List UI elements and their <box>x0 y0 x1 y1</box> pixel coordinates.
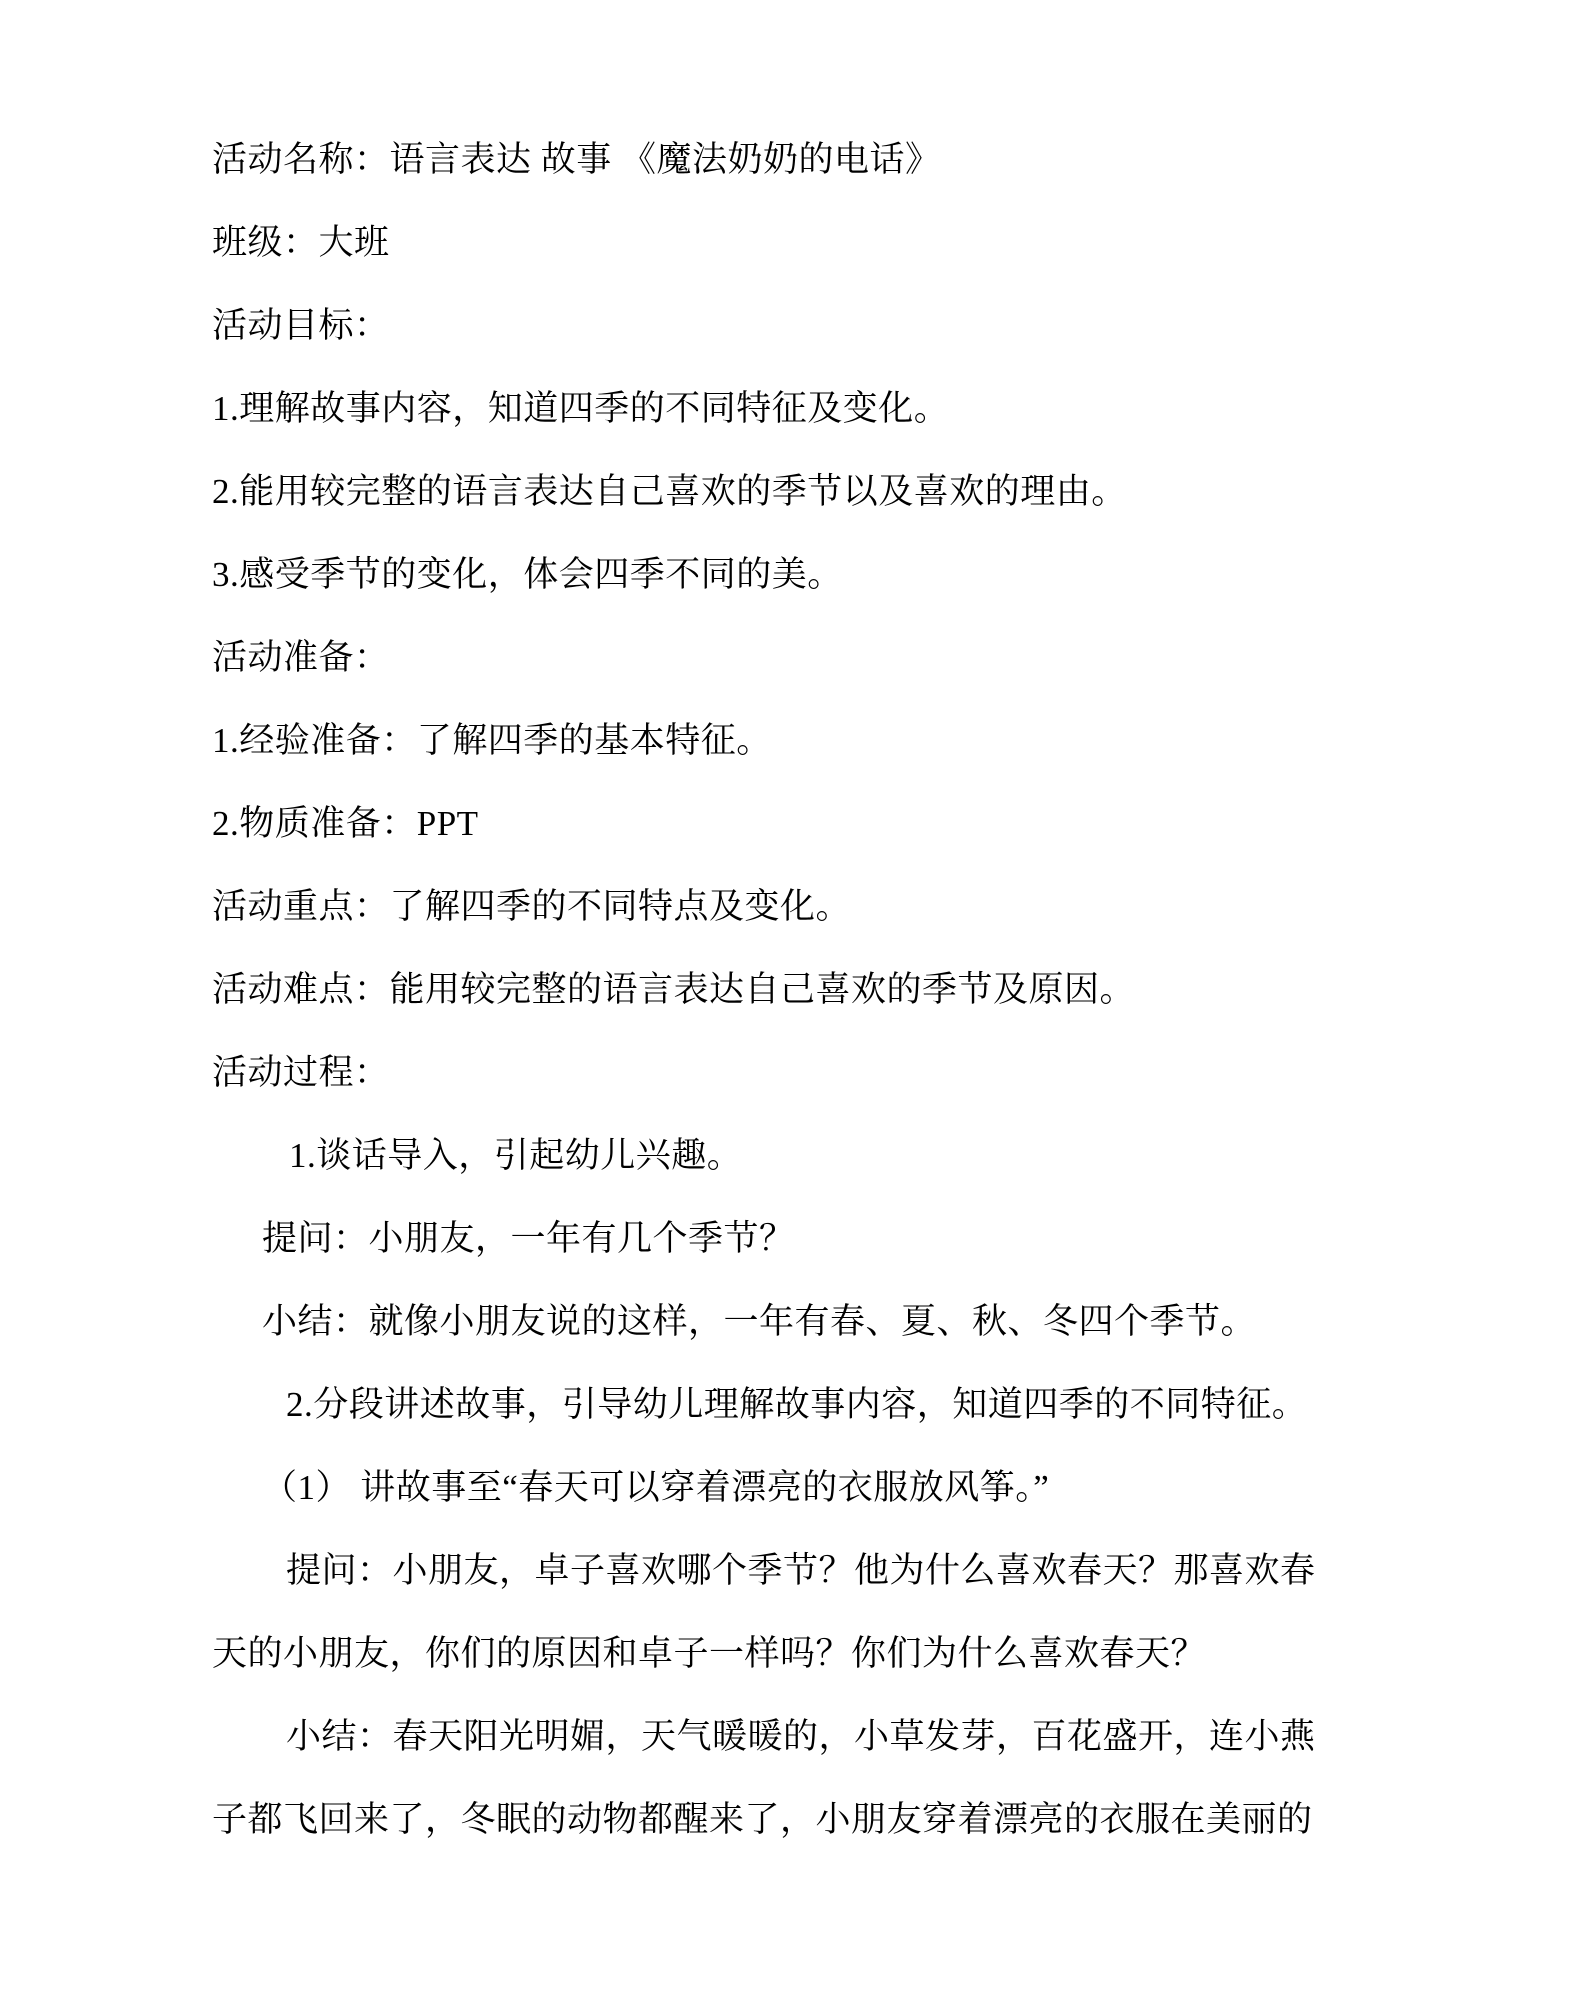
class-level: 班级：大班 <box>212 223 390 262</box>
goal-item-2: 2.能用较完整的语言表达自己喜欢的季节以及喜欢的理由。 <box>212 472 1127 511</box>
step-1-question: 提问：小朋友，一年有几个季节？ <box>262 1219 795 1258</box>
activity-title: 活动名称：语言表达 故事 《魔法奶奶的电话》 <box>212 140 941 179</box>
difficulty-point: 活动难点：能用较完整的语言表达自己喜欢的季节及原因。 <box>212 970 1136 1009</box>
sub-step-1-summary-cont: 子都飞回来了，冬眠的动物都醒来了，小朋友穿着漂亮的衣服在美丽的 <box>212 1800 1313 1839</box>
process-step-2: 2.分段讲述故事，引导幼儿理解故事内容，知道四季的不同特征。 <box>286 1385 1308 1424</box>
step-1-summary: 小结：就像小朋友说的这样，一年有春、夏、秋、冬四个季节。 <box>262 1302 1257 1341</box>
process-step-1: 1.谈话导入，引起幼儿兴趣。 <box>289 1136 743 1175</box>
goal-item-1: 1.理解故事内容，知道四季的不同特征及变化。 <box>212 389 950 428</box>
preparation-item-1: 1.经验准备：了解四季的基本特征。 <box>212 721 772 760</box>
preparation-item-2: 2.物质准备：PPT <box>212 804 479 843</box>
sub-step-1: （1） 讲故事至“春天可以穿着漂亮的衣服放风筝。” <box>262 1468 1050 1507</box>
sub-step-1-summary: 小结：春天阳光明媚，天气暖暖的，小草发芽，百花盛开，连小燕 <box>286 1717 1316 1756</box>
preparation-heading: 活动准备： <box>212 638 390 677</box>
sub-step-1-question: 提问：小朋友，卓子喜欢哪个季节？他为什么喜欢春天？那喜欢春 <box>286 1551 1316 1590</box>
sub-step-1-question-cont: 天的小朋友，你们的原因和卓子一样吗？你们为什么喜欢春天？ <box>212 1634 1207 1673</box>
key-point: 活动重点：了解四季的不同特点及变化。 <box>212 887 852 926</box>
process-heading: 活动过程： <box>212 1053 390 1092</box>
goal-item-3: 3.感受季节的变化，体会四季不同的美。 <box>212 555 843 594</box>
goals-heading: 活动目标： <box>212 306 390 345</box>
